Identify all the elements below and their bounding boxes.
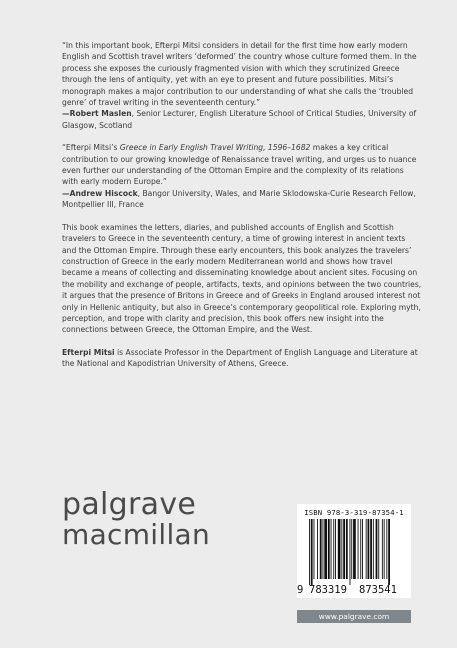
barcode-bar [373, 519, 374, 579]
quote-affiliation: , Bangor University, Wales, and Marie Sklodowska-Curie Research Fellow, Montpellier III, France [62, 188, 416, 210]
barcode-bar [320, 519, 322, 579]
barcode-bar [368, 519, 370, 579]
quote-text-before: “Efterpi Mitsi’s [62, 143, 120, 153]
quote-affiliation: , Senior Lecturer, English Literature School of Critical Studies, University of Glasgow, Scotland [62, 109, 417, 130]
logo-line-palgrave: palgrave [62, 487, 197, 522]
barcode-bars [301, 519, 407, 585]
barcode-bar [314, 519, 315, 579]
barcode-digits-left: 783319 [309, 584, 347, 596]
barcode-bar [351, 519, 352, 579]
barcode-bar [382, 519, 383, 579]
quote-maslen [62, 40, 422, 131]
barcode-bar [309, 519, 310, 585]
barcode-bar [343, 519, 345, 579]
author-bio-text: is Associate Professor in the Department of English Language and Literature at the National and Kapodistrian University of Athens, Greece. [62, 347, 418, 369]
back-cover-text [62, 40, 422, 381]
barcode-bar [350, 519, 351, 585]
quote-author: —Andrew Hiscock [62, 188, 138, 198]
quote-text: “In this important book, Efterpi Mitsi considers in detail for the first time how early modern English and Scottish travel writers ‘deformed’ the country whose culture formed them. In the process she exposes the curiously fragmented vision with which they scrutinized Greece through the lens of antiquity, yet with an eye to present and future possibilities. Mitsi’s monograph makes a major contribution to our understanding of what she calls the ‘troubled genre’ of travel writing in the seventeenth century.” [62, 41, 417, 108]
logo-line-macmillan: macmillan [62, 518, 211, 551]
barcode-bar [335, 519, 336, 579]
quote-attribution [62, 108, 422, 131]
quote-attribution [62, 188, 422, 211]
barcode-bar [384, 519, 385, 579]
barcode-bar [338, 519, 341, 579]
barcode-bar [346, 519, 348, 579]
author-bio [62, 347, 422, 370]
barcode-bar [328, 519, 330, 579]
barcode-bar [333, 519, 334, 579]
publisher-logo [62, 489, 210, 549]
book-title: Greece in Early English Travel Writing, 1596–1682 [119, 143, 311, 153]
barcode-bar [324, 519, 327, 579]
barcode-bar [317, 519, 318, 579]
barcode-bar [323, 519, 324, 579]
barcode-bar [358, 519, 359, 579]
barcode-bar [388, 519, 390, 585]
author-name: Efterpi Mitsi [62, 347, 115, 357]
book-description: This book examines the letters, diaries, and published accounts of English and Scottish travelers to Greece in the seventeenth century, a time of growing interest in ancient texts and the Ottoman Empire. Through these early encounters, this book analyzes the travelers’ construction of Greece in the early modern Mediterranean world and shows how travel became a means of collecting and disseminating knowledge about ancient sites. Focusing on the mobility and exchange of people, artifacts, texts, and opinions between the two countries, it argues that the presence of Britons in Greece and of Greeks in England aroused interest not only in Hellenic antiquity, but also in Greece’s contemporary geopolitical role. Exploring myth, perception, and trope with clarity and precision, this book offers new insight into the connections between Greece, the Ottoman Empire, and the West. [62, 222, 422, 335]
barcode-bar [378, 519, 379, 579]
quote-author: —Robert Maslen [62, 109, 132, 119]
barcode-bar [353, 519, 356, 579]
quote-hiscock [62, 142, 422, 210]
barcode-bar [366, 519, 367, 579]
publisher-url[interactable]: www.palgrave.com [297, 610, 411, 623]
barcode-bar [341, 519, 342, 579]
barcode-box [297, 504, 411, 598]
barcode-bar [362, 519, 363, 579]
barcode-bar [370, 519, 372, 579]
barcode-bar [331, 519, 332, 579]
barcode-bar [311, 519, 313, 585]
barcode-bar [360, 519, 361, 579]
barcode-digit-first: 9 [297, 584, 304, 596]
barcode-digits-right: 873541 [359, 584, 397, 596]
barcode-bar [376, 519, 378, 579]
barcode-bar [386, 519, 387, 579]
quote-text-after: makes a key critical contribution to our growing knowledge of Renaissance travel writing, and urges us to nuance even further our understanding of the Ottoman Empire and the complexity of its relations with early modern Europe.” [62, 143, 417, 187]
isbn-label: ISBN 978-3-319-87354-1 [304, 508, 404, 517]
